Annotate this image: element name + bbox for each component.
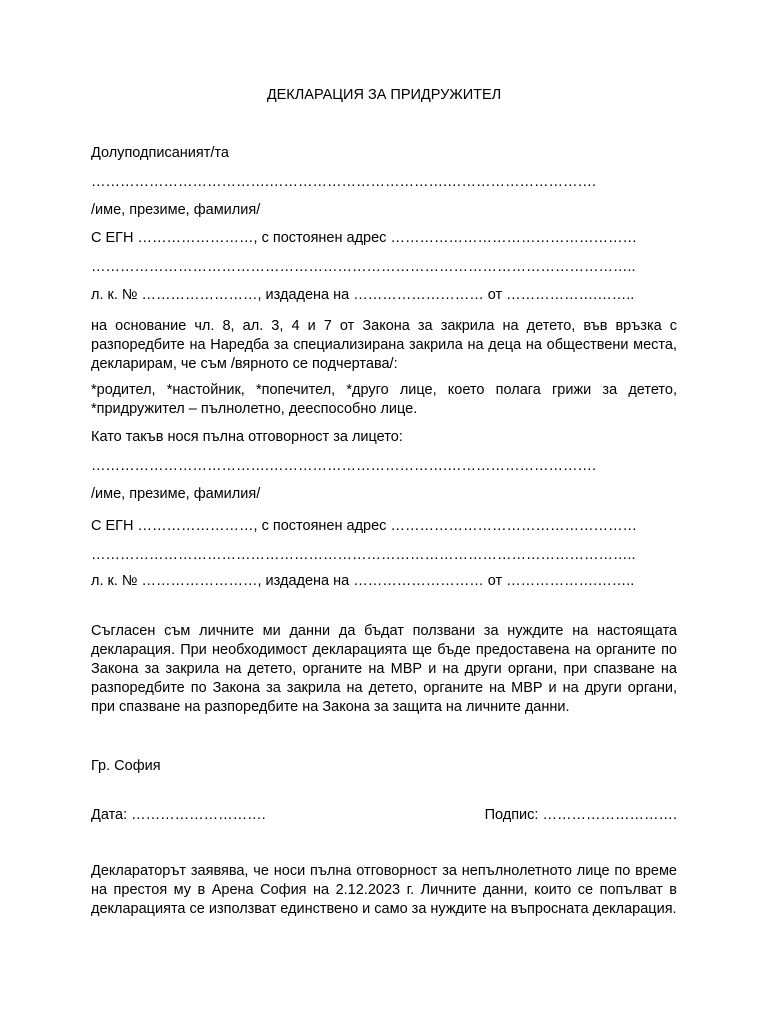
date-field[interactable]: Дата: ……………………….	[91, 807, 266, 823]
final-statement-paragraph: Деклараторът заявява, че носи пълна отговорност за непълнолетното лице по време на престоя му в Арена София на 2.12.2023 г. Личните данни, които се попълват в декларацията се използват единствено и само за нуждите на въпросната декларация.	[91, 863, 677, 917]
city-label: Гр. София	[91, 758, 161, 774]
child-id-card-line[interactable]: л. к. № ……………………, издадена на ……………………… от ……………….……..	[91, 573, 635, 589]
document-title: ДЕКЛАРАЦИЯ ЗА ПРИДРУЖИТЕЛ	[266, 87, 502, 103]
roles-paragraph: *родител, *настойник, *попечител, *друго лице, което полага грижи за детето, *придружител – пълнолетно, дееспособно лице.	[91, 382, 677, 417]
declarant-name-hint: /име, презиме, фамилия/	[91, 202, 261, 218]
date-signature-row	[91, 806, 677, 824]
child-egn-address-line[interactable]: С ЕГН ……………………, с постоянен адрес ……………………………………………	[91, 518, 637, 534]
declarant-egn-address-line[interactable]: С ЕГН ……………………, с постоянен адрес ……………………………………………	[91, 230, 637, 246]
consent-paragraph: Съгласен съм личните ми данни да бъдат ползвани за нуждите на настоящата декларация. При необходимост декларацията ще бъде предоставена на органите по Закона за закрила на детето, органите на МВР и на други органи, при спазване на разпоредбите по Закона за закрила на детето, органите на МВР и на други органи, при спазване на разпоредбите на Закона за защита на личните данни.	[91, 623, 677, 715]
declarant-label: Долуподписаният/та	[91, 145, 229, 161]
declarant-address-continuation[interactable]: …………………………………………………………………………………………………..	[91, 259, 636, 275]
signature-field[interactable]: Подпис: ……………………….	[484, 807, 677, 823]
legal-basis-paragraph: на основание чл. 8, ал. 3, 4 и 7 от Закона за закрила на детето, във връзка с разпоредбите на Наредба за специализирана закрила на деца на обществени места, декларирам, че съм /вярното се подчертава/:	[91, 318, 677, 372]
child-name-blank[interactable]: ……………………………….……………………………….………………………….	[91, 458, 597, 474]
child-name-hint: /име, презиме, фамилия/	[91, 486, 261, 502]
child-address-continuation[interactable]: …………………………………………………………………………………………………..	[91, 547, 636, 563]
declarant-name-blank[interactable]: ……………………………….……………………………….………………………….	[91, 174, 597, 190]
declarant-id-card-line[interactable]: л. к. № ……………………, издадена на ……………………… от ……………….……..	[91, 287, 635, 303]
responsibility-label: Като такъв нося пълна отговорност за лицето:	[91, 429, 403, 445]
